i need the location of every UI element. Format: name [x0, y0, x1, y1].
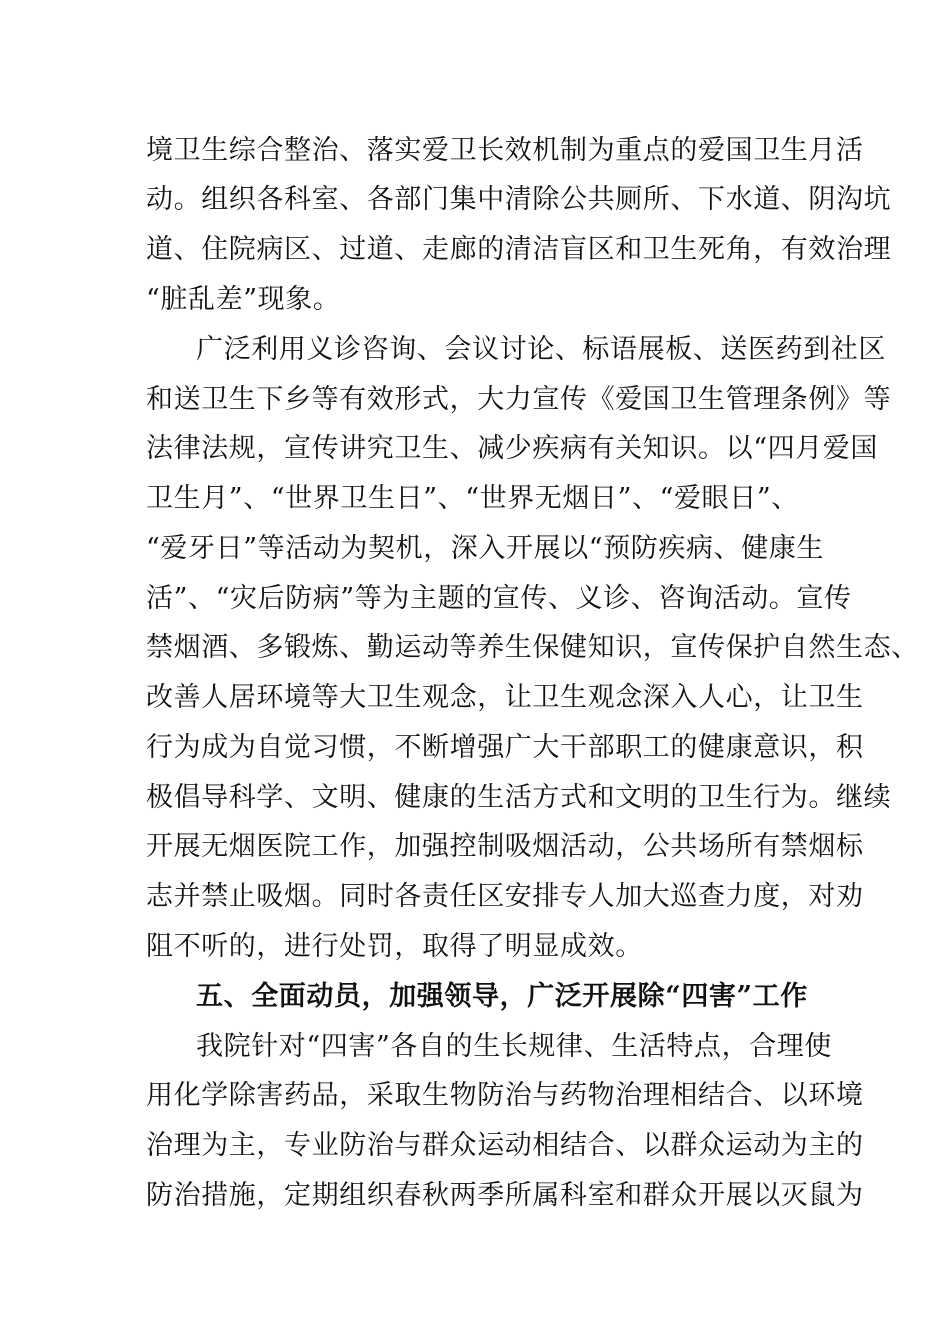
- text-line: 境卫生综合整治、落实爱卫长效机制为重点的爱国卫生月活: [146, 135, 864, 166]
- text-line: “脏乱差”现象。: [146, 284, 341, 315]
- text-line: 道、住院病区、过道、走廊的清洁盲区和卫生死角，有效治理: [146, 234, 892, 265]
- text-line: 治理为主，专业防治与群众运动相结合、以群众运动为主的: [146, 1130, 864, 1161]
- text-line: 阻不听的，进行处罚，取得了明显成效。: [146, 931, 643, 962]
- text-line: 行为成为自觉习惯，不断增强广大干部职工的健康意识，积: [146, 732, 864, 763]
- paragraph-first-line: 我院针对“四害”各自的生长规律、生活特点，合理使: [196, 1031, 833, 1062]
- text-line: “爱牙日”等活动为契机，深入开展以“预防疾病、健康生: [146, 533, 825, 564]
- paragraph-first-line: 广泛利用义诊咨询、会议讨论、标语展板、送医药到社区: [196, 334, 886, 365]
- section-heading: 五、全面动员，加强领导，广泛开展除“四害”工作: [196, 981, 808, 1012]
- text-line: 志并禁止吸烟。同时各责任区安排专人加大巡查力度，对劝: [146, 881, 864, 912]
- text-line: 改善人居环境等大卫生观念，让卫生观念深入人心，让卫生: [146, 682, 864, 713]
- text-line: 极倡导科学、文明、健康的生活方式和文明的卫生行为。继续: [146, 782, 892, 813]
- text-line: 卫生月”、“世界卫生日”、“世界无烟日”、“爱眼日”、: [146, 483, 799, 514]
- text-line: 活”、“灾后防病”等为主题的宣传、义诊、咨询活动。宣传: [146, 583, 852, 614]
- text-line: 动。组织各科室、各部门集中清除公共厕所、下水道、阴沟坑: [146, 184, 892, 215]
- text-line: 防治措施，定期组织春秋两季所属科室和群众开展以灭鼠为: [146, 1180, 864, 1211]
- text-line: 禁烟酒、多锻炼、勤运动等养生保健知识，宣传保护自然生态、: [146, 632, 919, 663]
- text-line: 用化学除害药品，采取生物防治与药物治理相结合、以环境: [146, 1080, 864, 1111]
- text-line: 法律法规，宣传讲究卫生、减少疾病有关知识。以“四月爱国: [146, 433, 879, 464]
- text-line: 开展无烟医院工作，加强控制吸烟活动，公共场所有禁烟标: [146, 831, 864, 862]
- text-line: 和送卫生下乡等有效形式，大力宣传《爱国卫生管理条例》等: [146, 384, 892, 415]
